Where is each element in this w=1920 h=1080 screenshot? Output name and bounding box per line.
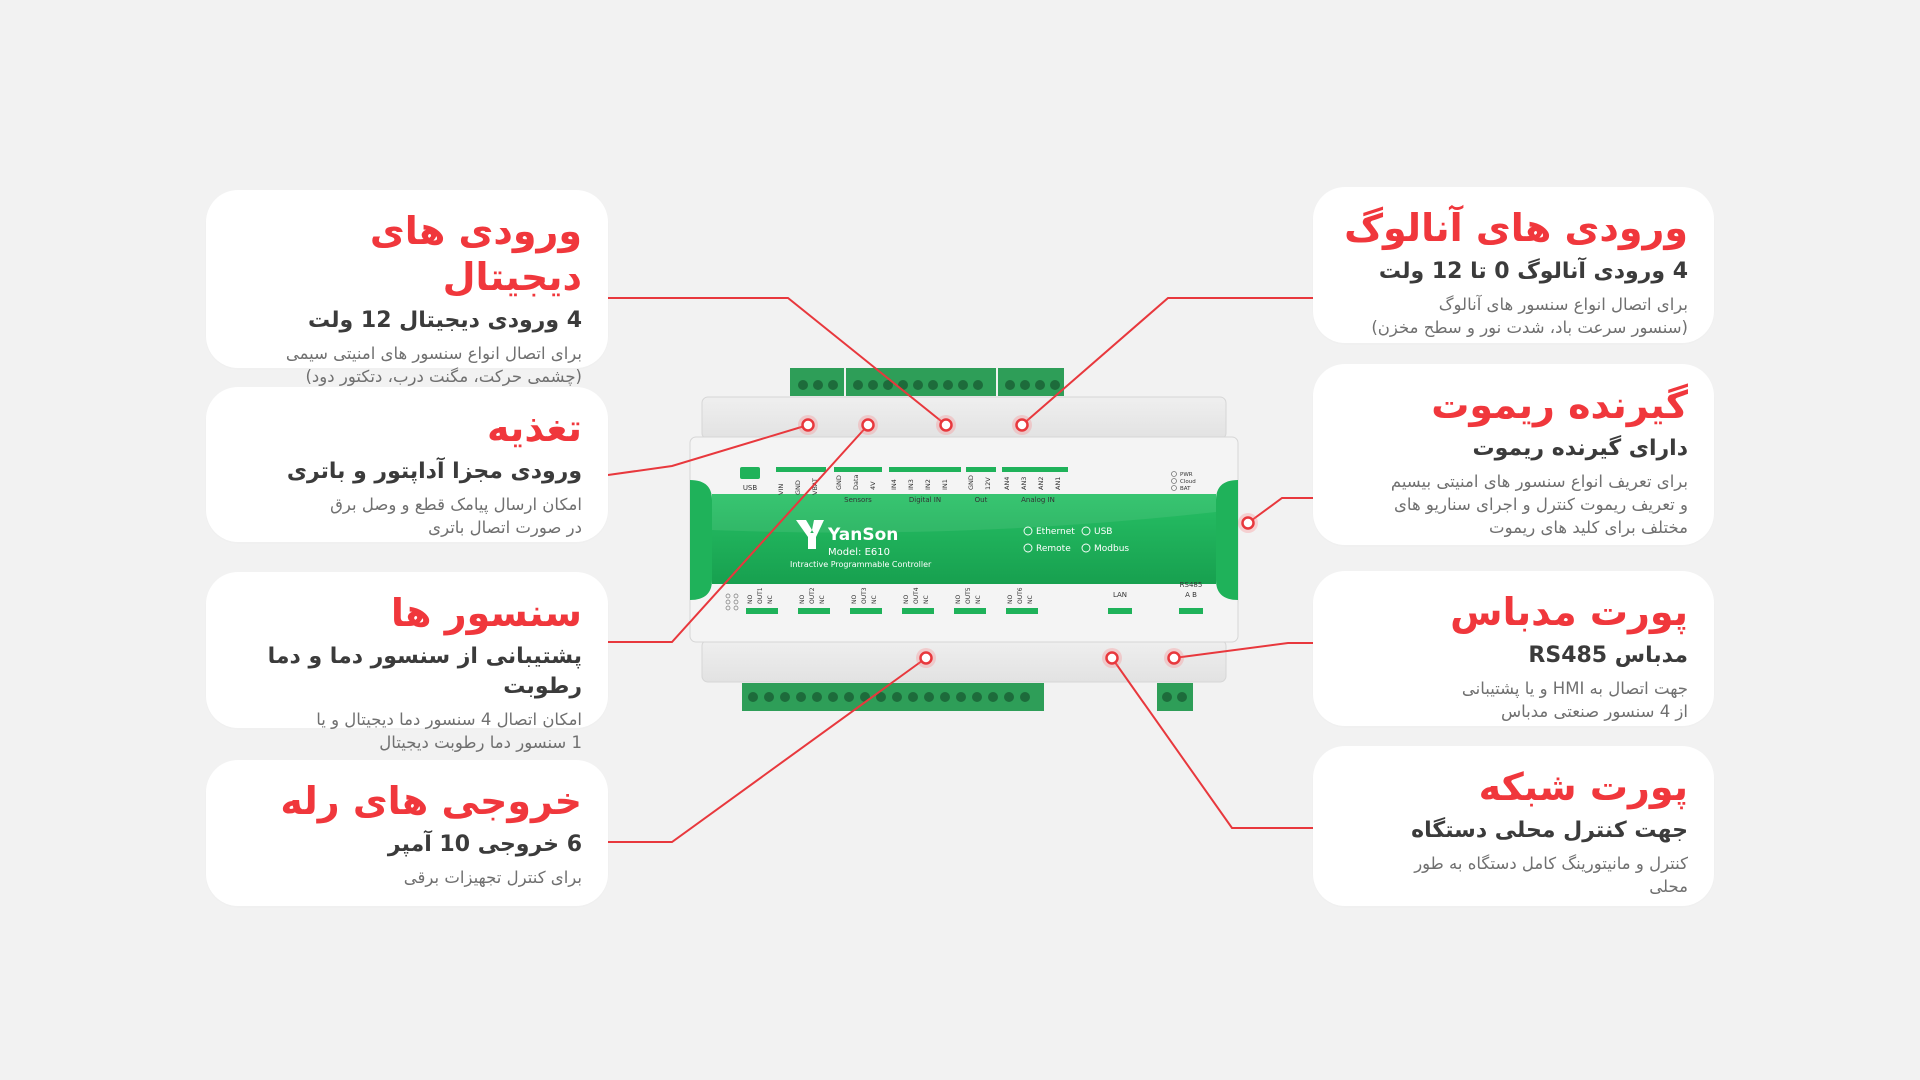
svg-text:VIN: VIN [777, 483, 785, 495]
card-description: برای کنترل تجهیزات برقی [403, 868, 582, 887]
analog-in-label: Analog IN [1021, 496, 1055, 504]
card-sensors [206, 572, 608, 752]
card-subtitle: ورودی مجزا آداپتور و باتری [286, 459, 582, 484]
card-title: گیرنده ریموت [1431, 383, 1688, 427]
card-relay-outputs [206, 760, 608, 906]
card-subtitle: 4 ورودی آنالوگ 0 تا 12 ولت [1378, 259, 1688, 284]
relay-output-1 [746, 608, 778, 614]
card-subtitle: جهت کنترل محلی دستگاه [1411, 818, 1688, 843]
top-terminal-blocks [790, 368, 1064, 396]
svg-text:VBAT: VBAT [811, 478, 819, 495]
svg-text:A B: A B [1185, 591, 1197, 599]
relay-terminal-label: NO [799, 594, 806, 604]
card-power [206, 387, 608, 542]
card-subtitle: پشتیبانی از سنسور دما و دما رطوبت [267, 644, 582, 699]
card-description: جهت اتصال به HMI و یا پشتیبانی از 4 سنسور صنعتی مدباس [1461, 679, 1688, 721]
target-point [1169, 653, 1180, 664]
feature-usb: USB [1094, 527, 1113, 537]
relay-terminal-label: OUT6 [1017, 587, 1024, 604]
feature-ethernet: Ethernet [1036, 527, 1075, 537]
card-description: برای تعریف انواع سنسور های امنیتی بیسیم و تعریف ریموت کنترل و اجرای سناریو های مختلف برای کلید های ریموت [1390, 472, 1688, 537]
card-subtitle: دارای گیرنده ریموت [1472, 436, 1688, 461]
svg-text:GND: GND [967, 475, 975, 490]
card-remote-receiver [1313, 364, 1714, 545]
card-title: تغذیه [487, 406, 582, 450]
card-title: ورودی های دیجیتال [369, 209, 582, 299]
card-analog-inputs [1313, 187, 1714, 343]
target-point [863, 420, 874, 431]
bottom-terminal-blocks [742, 683, 1193, 711]
relay-terminal-label: OUT3 [861, 587, 868, 604]
card-description: کنترل و مانیتورینگ کامل دستگاه به طور محلی [1414, 854, 1688, 896]
target-point [921, 653, 932, 664]
card-title: پورت شبکه [1478, 765, 1688, 809]
relay-output-5 [954, 608, 986, 614]
lan-label: LAN [1112, 591, 1128, 599]
relay-output-6 [1006, 608, 1038, 614]
svg-text:12V: 12V [984, 477, 992, 490]
svg-text:IN4: IN4 [890, 479, 898, 490]
relay-terminal-label: OUT4 [913, 587, 920, 604]
svg-text:GND: GND [835, 475, 843, 490]
card-title: ورودی های آنالوگ [1344, 206, 1688, 250]
relay-terminal-label: OUT5 [965, 587, 972, 604]
relay-terminal-label: NC [871, 595, 878, 604]
sensors-label: Sensors [844, 496, 872, 504]
card-title: سنسور ها [390, 591, 582, 635]
svg-text:IN1: IN1 [941, 479, 949, 490]
card-description: امکان اتصال 4 سنسور دما دیجیتال و یا 1 سنسور دما رطوبت دیجیتال [316, 710, 582, 752]
rs485-label: RS485 [1179, 581, 1203, 589]
relay-terminal-label: NO [955, 594, 962, 604]
svg-text:4V: 4V [869, 481, 877, 490]
svg-text:AN3: AN3 [1020, 476, 1028, 490]
card-network-port [1313, 746, 1714, 906]
relay-terminal-label: NO [851, 594, 858, 604]
relay-terminal-label: OUT1 [757, 587, 764, 604]
svg-text:IN2: IN2 [924, 479, 932, 490]
card-modbus-port [1313, 571, 1714, 726]
usb-port-label: USB [742, 484, 758, 492]
svg-text:AN2: AN2 [1037, 476, 1045, 490]
model-number: Model: E610 [828, 547, 890, 558]
svg-text:PWR: PWR [1180, 472, 1193, 478]
relay-output-3 [850, 608, 882, 614]
card-title: پورت مدباس [1450, 590, 1688, 634]
card-description: امکان ارسال پیامک قطع و وصل برق در صورت اتصال باتری [330, 495, 582, 537]
svg-text:GND: GND [794, 480, 802, 495]
line-remote-receiver [1248, 498, 1313, 523]
svg-text:Data: Data [852, 474, 860, 490]
relay-terminal-label: NO [1007, 594, 1014, 604]
svg-text:AN1: AN1 [1054, 476, 1062, 490]
svg-text:IN3: IN3 [907, 479, 915, 490]
target-point [803, 420, 814, 431]
card-subtitle: 6 خروجی 10 آمپر [387, 832, 582, 857]
card-digital-inputs [206, 190, 608, 386]
card-subtitle: 4 ورودی دیجیتال 12 ولت [308, 308, 582, 333]
svg-text:Cloud: Cloud [1180, 479, 1196, 485]
card-description: برای اتصال انواع سنسور های آنالوگ (سنسور سرعت باد، شدت نور و سطح مخزن) [1371, 295, 1688, 337]
target-point [941, 420, 952, 431]
card-subtitle: مدباس RS485 [1528, 643, 1688, 668]
relay-terminal-label: NO [903, 594, 910, 604]
relay-terminal-label: NC [767, 595, 774, 604]
feature-remote: Remote [1036, 544, 1071, 554]
relay-terminal-label: NC [975, 595, 982, 604]
relay-terminal-label: NC [1027, 595, 1034, 604]
line-network-port [1112, 658, 1313, 828]
out-label: Out [974, 496, 988, 504]
brand-name: YanSon [828, 525, 899, 545]
relay-terminal-label: NC [819, 595, 826, 604]
digital-in-label: Digital IN [908, 496, 942, 504]
relay-terminal-label: NC [923, 595, 930, 604]
target-point [1243, 518, 1254, 529]
relay-output-4 [902, 608, 934, 614]
target-point [1017, 420, 1028, 431]
svg-text:AN4: AN4 [1003, 476, 1011, 490]
feature-modbus: Modbus [1094, 544, 1130, 554]
svg-text:BAT: BAT [1180, 486, 1191, 492]
card-description: برای اتصال انواع سنسور های امنیتی سیمی (چشمی حرکت، مگنت درب، دتکتور دود) [285, 344, 582, 386]
relay-terminal-label: NO [747, 594, 754, 604]
device-tagline: Intractive Programmable Controller [790, 560, 932, 569]
relay-output-2 [798, 608, 830, 614]
relay-terminal-label: OUT2 [809, 587, 816, 604]
device-housing [690, 397, 1238, 682]
card-title: خروجی های رله [280, 779, 582, 823]
target-point [1107, 653, 1118, 664]
